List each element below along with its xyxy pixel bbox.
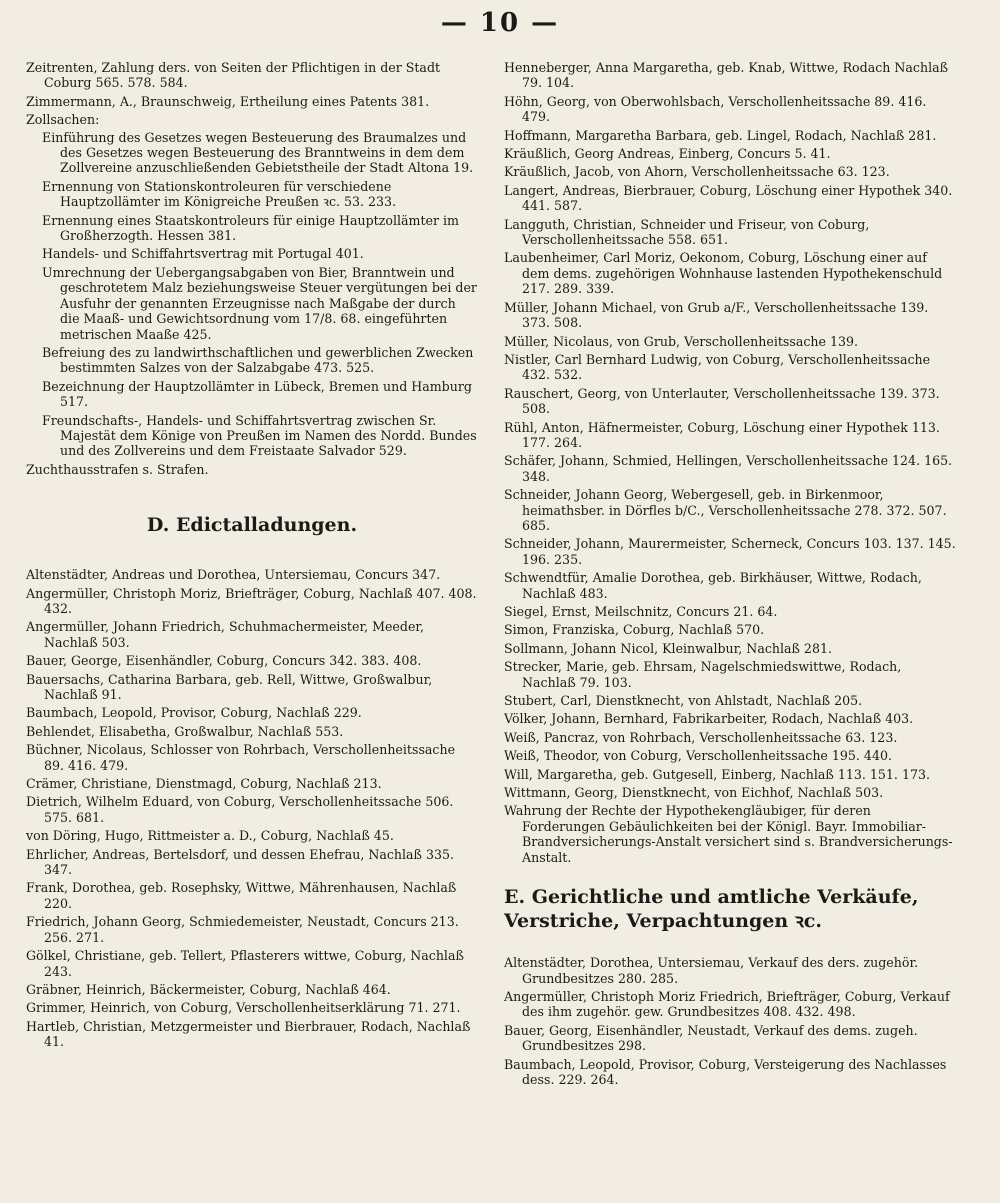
left-column bbox=[26, 60, 478, 1053]
edict-entry: Will, Margaretha, geb. Gutgesell, Einberg, Nachlaß 113. 151. 173. bbox=[504, 766, 930, 782]
edict-entry: Langert, Andreas, Bierbrauer, Coburg, Löschung einer Hypothek 340. 441. 587. bbox=[504, 182, 953, 214]
edict-entry: Rauschert, Georg, von Unterlauter, Verschollenheitssache 139. 373. 508. bbox=[504, 385, 940, 417]
edict-entry: Baumbach, Leopold, Provisor, Coburg, Nachlaß 229. bbox=[26, 705, 362, 721]
edict-entry: Kräußlich, Georg Andreas, Einberg, Concurs 5. 41. bbox=[504, 146, 831, 162]
edict-entry: von Döring, Hugo, Rittmeister a. D., Coburg, Nachlaß 45. bbox=[26, 828, 394, 844]
index-entry: Zeitrenten, Zahlung ders. von Seiten der Pflichtigen in der Stadt Coburg 565. 578. 584. bbox=[26, 60, 441, 91]
edict-entry: Angermüller, Johann Friedrich, Schuhmachermeister, Meeder, Nachlaß 503. bbox=[26, 619, 425, 650]
edict-entry: Müller, Nicolaus, von Grub, Verschollenheitssache 139. bbox=[504, 333, 859, 349]
sale-entry: Altenstädter, Dorothea, Untersiemau, Verkauf des ders. zugehör. Grundbesitzes 280. 285. bbox=[504, 955, 919, 986]
edict-entry: Sollmann, Johann Nicol, Kleinwalbur, Nachlaß 281. bbox=[504, 640, 832, 656]
zollsachen-item: Freundschafts-, Handels- und Schiffahrtsvertrag zwischen Sr. Majestät dem Könige von Preußen im Namen des Nordd. Bundes und des Zollvereins und dem Freistaate Salvador 529. bbox=[42, 412, 477, 459]
edict-entry: Behlendet, Elisabetha, Großwalbur, Nachlaß 553. bbox=[26, 723, 344, 739]
edict-entry: Schneider, Johann Georg, Webergesell, geb. in Birkenmoor, heimathsber. in Dörfles b/C., Verschollenheitssache 278. 372. 507. 685. bbox=[504, 487, 947, 533]
edict-entry: Bauer, George, Eisenhändler, Coburg, Concurs 342. 383. 408. bbox=[26, 653, 422, 669]
edict-entry: Friedrich, Johann Georg, Schmiedemeister, Neustadt, Concurs 213. 256. 271. bbox=[26, 914, 459, 945]
edict-entry: Weiß, Pancraz, von Rohrbach, Verschollenheitssache 63. 123. bbox=[504, 729, 898, 745]
page-number: — 10 — bbox=[440, 8, 560, 38]
edict-entry: Siegel, Ernst, Meilschnitz, Concurs 21. 64. bbox=[504, 604, 778, 619]
edict-entry: Simon, Franziska, Coburg, Nachlaß 570. bbox=[504, 622, 765, 638]
edict-entry: Altenstädter, Andreas und Dorothea, Untersiemau, Concurs 347. bbox=[26, 567, 441, 583]
edict-entry: Grimmer, Heinrich, von Coburg, Verschollenheitserklärung 71. 271. bbox=[26, 1000, 461, 1016]
edict-entry: Völker, Johann, Bernhard, Fabrikarbeiter, Rodach, Nachlaß 403. bbox=[504, 711, 914, 727]
edict-entry: Crämer, Christiane, Dienstmagd, Coburg, Nachlaß 213. bbox=[26, 776, 382, 792]
edict-entry: Langguth, Christian, Schneider und Friseur, von Coburg, Verschollenheitssache 558. 651. bbox=[504, 216, 870, 248]
edict-entry: Stubert, Carl, Dienstknecht, von Ahlstadt, Nachlaß 205. bbox=[504, 693, 863, 709]
zollsachen-item: Umrechnung der Uebergangsabgaben von Bier, Branntwein und geschrotetem Malz beziehungsweise Steuer vergütungen bei der Ausfuhr der genannten Erzeugnisse nach Maßgabe der durch die Maaß- und Gewichtsordnung vom 17/8. 68. eingeführten metrischen Maaße 425. bbox=[42, 264, 477, 342]
edict-entry: Henneberger, Anna Margaretha, geb. Knab, Wittwe, Rodach Nachlaß 79. 104. bbox=[504, 60, 949, 91]
edict-entry: Nistler, Carl Bernhard Ludwig, von Coburg, Verschollenheitssache 432. 532. bbox=[504, 351, 931, 383]
section-e-title: E. Gerichtliche und amtliche Verkäufe, Verstriche, Verpachtungen ꝛc. bbox=[504, 886, 919, 933]
edict-entry: Rühl, Anton, Häfnermeister, Coburg, Löschung einer Hypothek 113. 177. 264. bbox=[504, 419, 940, 450]
edict-entry: Wahrung der Rechte der Hypothekengläubiger, für deren Forderungen Gebäulichkeiten bei der Königl. Bayr. Immobiliar-Brandversicherungs-Anstalt versichert sind s. Brandversicherungs-Anstalt. bbox=[504, 803, 953, 865]
edict-entry: Höhn, Georg, von Oberwohlsbach, Verschollenheitssache 89. 416. 479. bbox=[504, 93, 927, 125]
zollsachen-heading: Zollsachen: bbox=[26, 112, 100, 128]
edict-entry: Gölkel, Christiane, geb. Tellert, Pflasterers wittwe, Coburg, Nachlaß 243. bbox=[26, 948, 464, 979]
section-d-title: D. Edictalladungen. bbox=[146, 514, 358, 537]
zollsachen-item: Einführung des Gesetzes wegen Besteuerung des Braumalzes und des Gesetzes wegen Besteuerung des Branntweins in dem dem Zollvereine anzuschließenden Gebietstheile der Stadt Altona 19. bbox=[42, 129, 474, 176]
zollsachen-item: Ernennung von Stationskontroleuren für verschiedene Hauptzollämter im Königreiche Preußen ꝛc. 53. 233. bbox=[42, 178, 397, 210]
edict-entry: Dietrich, Wilhelm Eduard, von Coburg, Verschollenheitssache 506. 575. 681. bbox=[26, 794, 454, 825]
edict-entry: Gräbner, Heinrich, Bäckermeister, Coburg, Nachlaß 464. bbox=[26, 981, 391, 997]
zollsachen-item: Handels- und Schiffahrtsvertrag mit Portugal 401. bbox=[42, 246, 364, 262]
edict-entry: Wittmann, Georg, Dienstknecht, von Eichhof, Nachlaß 503. bbox=[504, 785, 884, 801]
right-column bbox=[504, 60, 956, 1090]
edict-entry: Hoffmann, Margaretha Barbara, geb. Lingel, Rodach, Nachlaß 281. bbox=[504, 127, 937, 143]
edict-entry: Kräußlich, Jacob, von Ahorn, Verschollenheitssache 63. 123. bbox=[504, 164, 890, 180]
edict-entry: Frank, Dorothea, geb. Rosephsky, Wittwe, Mährenhausen, Nachlaß 220. bbox=[26, 880, 457, 911]
edict-entry: Strecker, Marie, geb. Ehrsam, Nagelschmiedswittwe, Rodach, Nachlaß 79. 103. bbox=[504, 659, 902, 690]
sale-entry: Bauer, Georg, Eisenhändler, Neustadt, Verkauf des dems. zugeh. Grundbesitzes 298. bbox=[504, 1022, 918, 1054]
edict-entry: Büchner, Nicolaus, Schlosser von Rohrbach, Verschollenheitssache 89. 416. 479. bbox=[26, 742, 456, 773]
edict-entry: Müller, Johann Michael, von Grub a/F., Verschollenheitssache 139. 373. 508. bbox=[504, 299, 929, 331]
edict-entry: Bauersachs, Catharina Barbara, geb. Rell, Wittwe, Großwalbur, Nachlaß 91. bbox=[26, 671, 433, 702]
edict-entry: Laubenheimer, Carl Moriz, Oekonom, Coburg, Löschung einer auf dem dems. zugehörigen Wohnhause lastenden Hypothekenschuld 217. 289. 339. bbox=[504, 250, 943, 297]
edict-entry: Schneider, Johann, Maurermeister, Scherneck, Concurs 103. 137. 145. 196. 235. bbox=[504, 536, 956, 567]
edict-entry: Angermüller, Christoph Moriz, Briefträger, Coburg, Nachlaß 407. 408. 432. bbox=[26, 585, 477, 616]
sale-entry: Baumbach, Leopold, Provisor, Coburg, Versteigerung des Nachlasses dess. 229. 264. bbox=[504, 1056, 947, 1087]
sale-entry: Angermüller, Christoph Moriz Friedrich, Briefträger, Coburg, Verkauf des ihm zugehör. gew. Grundbesitzes 408. 432. 498. bbox=[504, 988, 950, 1020]
edict-entry: Ehrlicher, Andreas, Bertelsdorf, und dessen Ehefrau, Nachlaß 335. 347. bbox=[26, 846, 455, 878]
index-entry: Zuchthausstrafen s. Strafen. bbox=[26, 461, 209, 477]
edict-entry: Hartleb, Christian, Metzgermeister und Bierbrauer, Rodach, Nachlaß 41. bbox=[26, 1018, 471, 1050]
index-entry: Zimmermann, A., Braunschweig, Ertheilung eines Patents 381. bbox=[26, 93, 430, 109]
edict-entry: Schäfer, Johann, Schmied, Hellingen, Verschollenheitssache 124. 165. 348. bbox=[504, 453, 953, 484]
zollsachen-item: Befreiung des zu landwirthschaftlichen und gewerblichen Zwecken bestimmten Salzes von der Salzabgabe 473. 525. bbox=[42, 344, 474, 376]
zollsachen-item: Ernennung eines Staatskontroleurs für einige Hauptzollämter im Großherzogth. Hessen 381. bbox=[42, 212, 459, 244]
edict-entry: Schwendtfür, Amalie Dorothea, geb. Birkhäuser, Wittwe, Rodach, Nachlaß 483. bbox=[504, 570, 922, 601]
edict-entry: Weiß, Theodor, von Coburg, Verschollenheitssache 195. 440. bbox=[504, 748, 892, 764]
zollsachen-item: Bezeichnung der Hauptzollämter in Lübeck, Bremen und Hamburg 517. bbox=[42, 378, 472, 410]
